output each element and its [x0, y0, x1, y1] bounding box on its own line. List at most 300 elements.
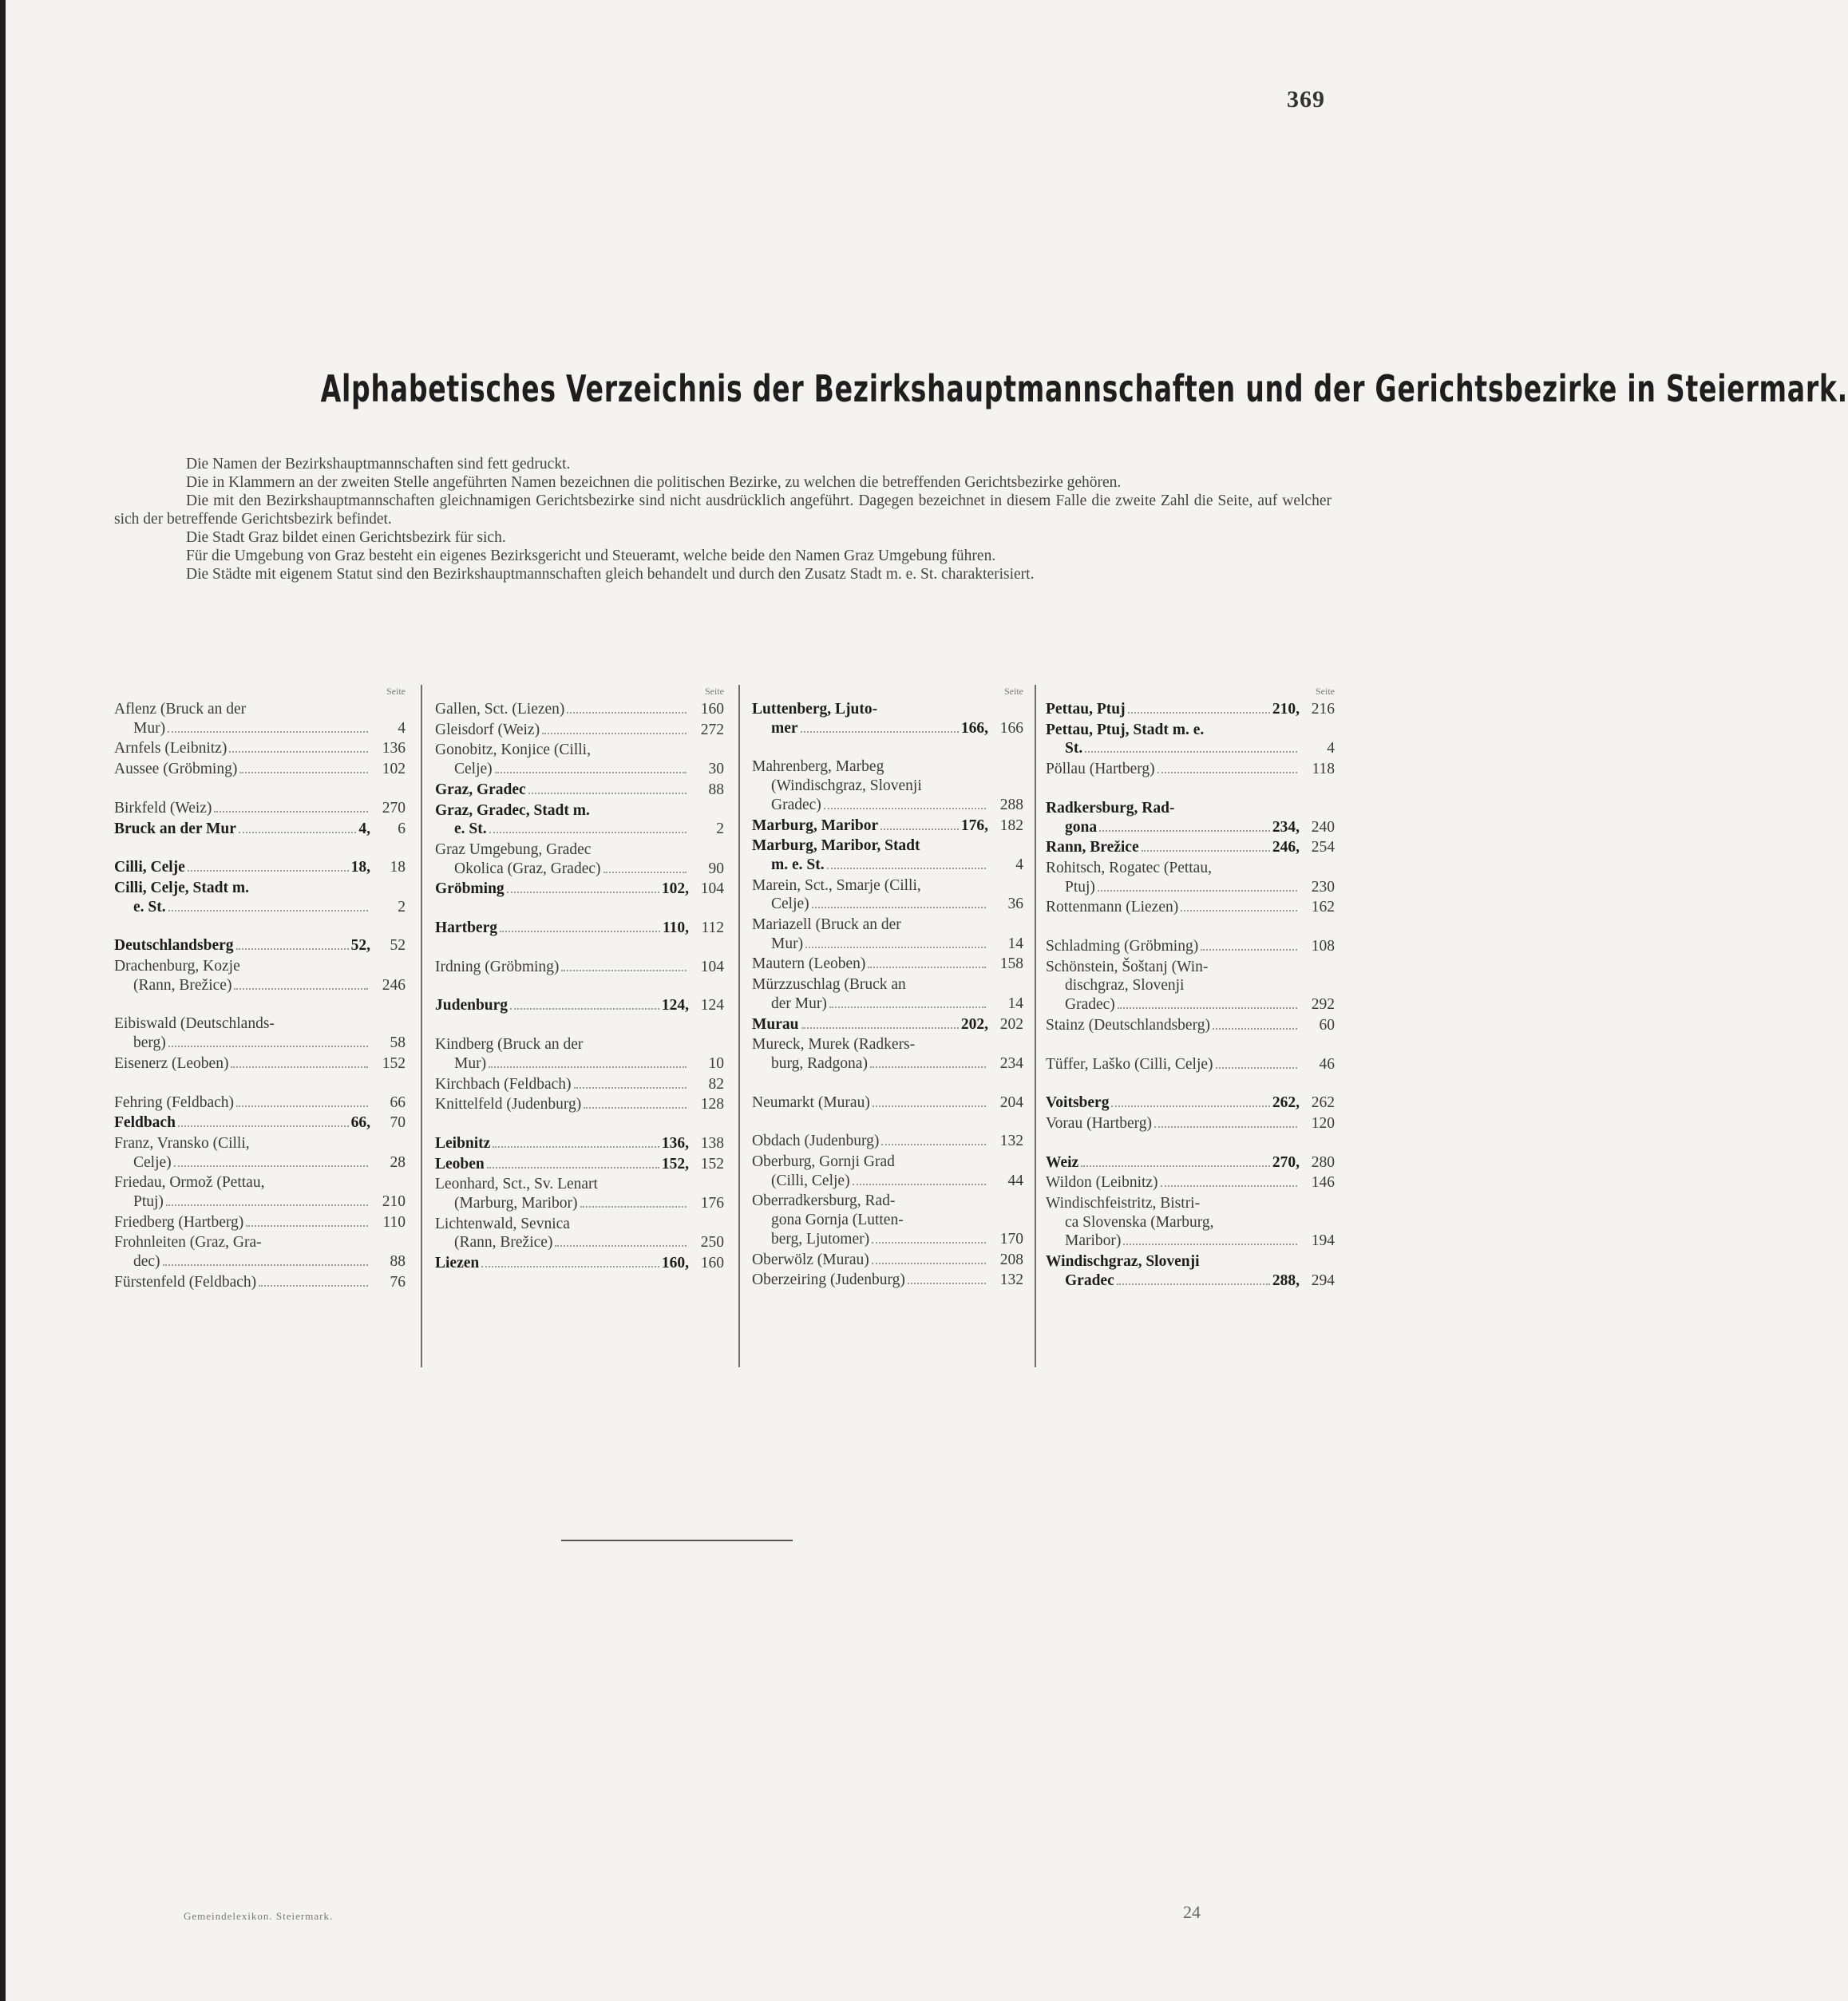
court-name: Knittelfeld (Judenburg) — [435, 1096, 582, 1113]
entry-line — [435, 760, 724, 779]
leader-dots — [166, 1204, 368, 1206]
leader-dots — [493, 1146, 659, 1148]
intro-paragraph: Die mit den Bezirkshauptmannschaften gleichnamigen Gerichtsbezirke sind nicht ausdrücklich angeführt. Dagegen bezeichnet in diesem Falle die zweite Zahl die Seite, auf welcher sich der betreffende Gerichtsbezirk befindet. — [114, 492, 1332, 528]
court-name: Leonhard, Sct., Sv. Lenart — [435, 1176, 598, 1193]
page-ref: 292 — [1311, 996, 1335, 1014]
entries-list — [114, 700, 406, 1292]
index-entry — [752, 1015, 1023, 1034]
entry-line — [114, 1273, 406, 1292]
index-column — [114, 685, 406, 1292]
leader-dots — [868, 967, 986, 968]
entry-line — [435, 1075, 724, 1094]
intro-paragraph: Die Namen der Bezirkshauptmannschaften sind fett gedruckt. — [186, 456, 571, 473]
index-entry — [114, 1134, 406, 1172]
index-entry — [114, 936, 406, 955]
entry-line — [752, 1054, 1023, 1074]
index-entry — [435, 781, 724, 800]
entry-line — [1046, 898, 1335, 917]
index-entry — [752, 1035, 1023, 1073]
entry-line — [435, 1035, 724, 1054]
index-entry — [752, 1192, 1023, 1248]
leader-dots — [489, 1066, 687, 1068]
leader-dots — [500, 931, 660, 932]
index-entry — [1046, 1194, 1335, 1251]
court-name: Aussee (Gröbming) — [114, 761, 238, 778]
page-ref: 10 — [708, 1054, 724, 1072]
leader-dots — [510, 1008, 659, 1010]
court-name: Lichtenwald, Sevnica — [435, 1215, 570, 1232]
district-page: 18, — [350, 859, 370, 876]
entry-line — [1046, 799, 1335, 818]
entry-line — [752, 895, 1023, 914]
district-page: 124, — [661, 997, 689, 1014]
page-ref: 272 — [700, 721, 724, 738]
court-name: Gradec) — [771, 796, 821, 813]
index-entry — [114, 1054, 406, 1074]
index-entry — [114, 739, 406, 758]
page-ref: 270 — [382, 799, 406, 817]
entry-line — [752, 1251, 1023, 1270]
index-entry — [114, 799, 406, 818]
court-name: (Rann, Brežice) — [454, 1234, 553, 1252]
leader-dots — [580, 1206, 687, 1208]
court-name: Rohitsch, Rogatec (Pettau, — [1046, 859, 1212, 876]
page-ref: 216 — [1311, 701, 1335, 718]
index-entry — [114, 760, 406, 779]
page-ref: 102 — [382, 761, 406, 778]
entry-line — [114, 976, 406, 995]
entry-line — [752, 876, 1023, 896]
entry-line — [1046, 739, 1335, 758]
court-name: (Cilli, Celje) — [771, 1172, 850, 1189]
index-entry — [752, 876, 1023, 914]
page-ref: 230 — [1311, 878, 1335, 896]
court-name: Stainz (Deutschlandsberg) — [1046, 1016, 1210, 1034]
leader-dots — [881, 1144, 986, 1145]
entry-line — [435, 721, 724, 740]
entry-line — [435, 1233, 724, 1252]
page-ref: 4 — [398, 719, 406, 737]
leader-dots — [908, 1283, 986, 1284]
index-entry — [1046, 700, 1335, 719]
entry-line — [114, 1233, 406, 1252]
page-ref: 176 — [700, 1195, 724, 1212]
entry-line — [1046, 937, 1335, 956]
court-name: (Windischgraz, Slovenji — [771, 777, 922, 795]
page-ref: 2 — [398, 898, 406, 915]
entry-line — [752, 700, 1023, 719]
district-name: Bruck an der Mur — [114, 820, 236, 837]
entry-line — [435, 1155, 724, 1174]
page-ref: 58 — [390, 1034, 406, 1052]
leader-dots — [873, 1105, 986, 1107]
court-name: Kirchbach (Feldbach) — [435, 1075, 572, 1093]
index-entry — [1046, 721, 1335, 758]
court-name: Franz, Vransko (Cilli, — [114, 1134, 250, 1152]
leader-dots — [507, 892, 659, 893]
leader-dots — [1128, 712, 1270, 714]
index-entry — [752, 700, 1023, 738]
index-entry — [435, 880, 724, 899]
page-ref: 146 — [1311, 1174, 1335, 1192]
entry-line — [435, 1215, 724, 1234]
page-ref: 170 — [999, 1230, 1023, 1248]
index-entry — [114, 1113, 406, 1133]
page-ref: 234 — [999, 1054, 1023, 1072]
court-name: Fehring (Feldbach) — [114, 1093, 235, 1111]
entry-line — [114, 1054, 406, 1074]
page-ref: 138 — [700, 1134, 724, 1152]
entry-line — [1046, 838, 1335, 857]
leader-dots — [1142, 850, 1270, 852]
leader-dots — [574, 1087, 687, 1089]
entry-line — [114, 700, 406, 719]
column-header-seite: Seite — [1004, 686, 1023, 697]
court-name: Mur) — [771, 935, 804, 952]
district-name: Marburg, Maribor — [752, 817, 879, 834]
page-ref: 66 — [390, 1093, 406, 1111]
court-name: dischgraz, Slovenji — [1065, 977, 1185, 995]
court-name: Aflenz (Bruck an der — [114, 701, 247, 718]
leader-dots — [231, 1066, 368, 1068]
index-entry — [1046, 859, 1335, 896]
index-entry — [752, 955, 1023, 974]
district-page: 202, — [960, 1015, 988, 1033]
entry-line — [1046, 1153, 1335, 1173]
entry-line — [114, 1192, 406, 1212]
page-ref: 88 — [708, 781, 724, 798]
district-name: Deutschlandsberg — [114, 937, 234, 955]
entry-line — [435, 1054, 724, 1074]
page-number: 369 — [1287, 86, 1325, 113]
leader-dots — [168, 1046, 368, 1047]
leader-dots — [1161, 1185, 1297, 1187]
district-name: Liezen — [435, 1255, 480, 1272]
district-name: Leoben — [435, 1155, 485, 1173]
page-ref: 6 — [398, 820, 406, 837]
entry-line — [435, 840, 724, 860]
district-page: 234, — [1272, 818, 1300, 836]
entry-line — [752, 1211, 1023, 1230]
index-entry — [435, 700, 724, 719]
index-entry — [114, 820, 406, 839]
index-entry — [435, 1215, 724, 1252]
entry-line — [114, 1213, 406, 1232]
page-ref: 166 — [999, 719, 1023, 737]
entry-line — [114, 1173, 406, 1192]
page-ref: 162 — [1311, 899, 1335, 916]
district-name: Cilli, Celje — [114, 859, 185, 876]
entry-line — [752, 719, 1023, 738]
column-divider — [421, 685, 422, 1367]
page-ref: 104 — [700, 880, 724, 898]
leader-dots — [487, 1167, 659, 1169]
entry-line — [1046, 1194, 1335, 1213]
page-ref: 280 — [1311, 1153, 1335, 1171]
index-entry — [1046, 937, 1335, 956]
district-page: 262, — [1272, 1094, 1300, 1112]
district-name: m. e. St. — [771, 856, 825, 873]
district-page: 210, — [1272, 701, 1300, 718]
entries-list — [1046, 700, 1335, 1291]
entry-line — [752, 935, 1023, 954]
leader-dots — [801, 1027, 959, 1029]
page-ref: 108 — [1311, 938, 1335, 955]
page-ref: 160 — [700, 1255, 724, 1272]
leader-dots — [567, 712, 687, 714]
index-entry — [1046, 1093, 1335, 1113]
page-ref: 90 — [708, 860, 724, 877]
leader-dots — [188, 870, 349, 872]
page-title: Alphabetisches Verzeichnis der Bezirkshauptmannschaften und der Gerichtsbezirke in Steiermark. — [320, 367, 1848, 410]
page-ref: 60 — [1319, 1016, 1335, 1034]
entry-line — [435, 1175, 724, 1194]
page-ref: 124 — [700, 997, 724, 1014]
court-name: Tüffer, Laško (Cilli, Celje) — [1046, 1055, 1213, 1073]
entry-line — [752, 975, 1023, 995]
entry-line — [752, 1035, 1023, 1054]
leader-dots — [489, 832, 687, 833]
district-name: Pettau, Ptuj — [1046, 701, 1126, 718]
court-name: berg) — [133, 1034, 166, 1052]
entry-line — [435, 801, 724, 821]
page-ref: 14 — [1007, 995, 1023, 1012]
district-name: Marburg, Maribor, Stadt — [752, 837, 920, 855]
page-ref: 28 — [390, 1153, 406, 1171]
leader-dots — [824, 808, 986, 809]
index-entry — [1046, 1173, 1335, 1192]
leader-dots — [1181, 910, 1297, 912]
court-name: Schönstein, Šoštanj (Win- — [1046, 958, 1209, 975]
index-entry — [752, 1132, 1023, 1151]
entry-line — [1046, 878, 1335, 897]
court-name: Celje) — [133, 1153, 172, 1171]
entry-line — [752, 915, 1023, 935]
district-name: Radkersburg, Rad- — [1046, 799, 1175, 817]
court-name: Wildon (Leibnitz) — [1046, 1174, 1158, 1192]
court-name: Pöllau (Hartberg) — [1046, 761, 1155, 778]
leader-dots — [214, 811, 368, 813]
leader-dots — [1201, 949, 1297, 951]
entries-list — [752, 700, 1023, 1290]
district-name: Gröbming — [435, 880, 505, 898]
court-name: ca Slovenska (Marburg, — [1065, 1213, 1214, 1231]
district-name: mer — [771, 719, 798, 737]
entry-line — [435, 1134, 724, 1153]
leader-dots — [584, 1107, 687, 1109]
entry-line — [1046, 818, 1335, 837]
court-name: Obdach (Judenburg) — [752, 1133, 880, 1150]
index-entry — [435, 721, 724, 740]
page-ref: 240 — [1311, 818, 1335, 836]
court-name: (Marburg, Maribor) — [454, 1195, 578, 1212]
court-name: Vorau (Hartberg) — [1046, 1114, 1153, 1132]
entry-line — [435, 996, 724, 1015]
district-name: gona — [1065, 818, 1098, 836]
leader-dots — [239, 772, 368, 773]
column-header-seite: Seite — [386, 686, 406, 697]
court-name: Drachenburg, Kozje — [114, 958, 240, 975]
entry-line — [752, 955, 1023, 974]
entries-list — [435, 700, 724, 1273]
entry-line — [114, 858, 406, 877]
entry-line — [752, 1271, 1023, 1290]
column-header-seite: Seite — [705, 686, 724, 697]
district-name: Luttenberg, Ljuto- — [752, 701, 878, 718]
entry-line — [1046, 721, 1335, 740]
index-entry — [114, 1213, 406, 1232]
column-divider — [1035, 685, 1036, 1367]
entry-line — [1046, 1016, 1335, 1035]
index-entry — [114, 858, 406, 877]
court-name: Mur) — [454, 1054, 487, 1072]
court-name: Oberzeiring (Judenburg) — [752, 1271, 905, 1289]
entry-line — [1046, 1252, 1335, 1271]
court-name: Friedberg (Hartberg) — [114, 1213, 244, 1231]
index-entry — [435, 801, 724, 839]
page-ref: 204 — [999, 1093, 1023, 1111]
district-name: Hartberg — [435, 919, 497, 937]
index-entry — [752, 1251, 1023, 1270]
district-name: e. St. — [133, 898, 166, 915]
court-name: berg, Ljutomer) — [771, 1230, 870, 1248]
index-entry — [1046, 1055, 1335, 1074]
entry-line — [114, 760, 406, 779]
leader-dots — [236, 1105, 368, 1107]
leader-dots — [1117, 1283, 1270, 1285]
page-ref: 112 — [701, 919, 724, 937]
leader-dots — [880, 828, 959, 830]
court-name: Birkfeld (Weiz) — [114, 799, 212, 817]
page-ref: 152 — [700, 1155, 724, 1173]
leader-dots — [555, 1245, 687, 1247]
index-entry — [435, 996, 724, 1015]
entry-line — [435, 919, 724, 938]
leader-dots — [1216, 1067, 1297, 1069]
district-name: Cilli, Celje, Stadt m. — [114, 879, 249, 896]
leader-dots — [603, 872, 687, 873]
court-name: Marein, Sct., Smarje (Cilli, — [752, 876, 921, 894]
leader-dots — [1098, 890, 1297, 892]
page-ref: 36 — [1007, 896, 1023, 913]
index-entry — [752, 975, 1023, 1013]
court-name: Ptuj) — [1065, 878, 1095, 896]
page-ref: 104 — [700, 958, 724, 975]
leader-dots — [481, 1266, 659, 1267]
page-ref: 4 — [1327, 740, 1335, 757]
entry-line — [1046, 976, 1335, 995]
district-page: 270, — [1272, 1153, 1300, 1171]
column-divider — [738, 685, 740, 1367]
court-name: Frohnleiten (Graz, Gra- — [114, 1234, 262, 1252]
index-entry — [1046, 1114, 1335, 1133]
court-name: Mariazell (Bruck an der — [752, 916, 901, 934]
footer-source: Gemeindelexikon. Steiermark. — [184, 1910, 334, 1922]
entry-line — [435, 700, 724, 719]
court-name: Okolica (Graz, Gradec) — [454, 860, 601, 877]
entry-line — [114, 719, 406, 738]
intro-paragraph: Die Stadt Graz bildet einen Gerichtsbezirk für sich. — [186, 529, 506, 546]
entry-line — [114, 1134, 406, 1153]
leader-dots — [239, 832, 356, 833]
leader-dots — [163, 1264, 368, 1266]
entry-line — [1046, 1114, 1335, 1133]
entry-line — [752, 796, 1023, 815]
index-entry — [114, 1093, 406, 1113]
page-ref: 70 — [390, 1114, 406, 1132]
entry-line — [752, 757, 1023, 777]
district-page: 102, — [661, 880, 689, 898]
court-name: Mahrenberg, Marbeg — [752, 758, 884, 776]
court-name: Oberradkersburg, Rad- — [752, 1192, 896, 1210]
page-ref: 88 — [390, 1253, 406, 1271]
court-name: Rottenmann (Liezen) — [1046, 899, 1179, 916]
index-entry — [435, 1095, 724, 1114]
index-entry — [435, 840, 724, 878]
page-ref: 52 — [390, 937, 406, 955]
index-entry — [1046, 838, 1335, 857]
district-name: Voitsberg — [1046, 1094, 1110, 1112]
district-name: Murau — [752, 1015, 799, 1033]
page-ref: 152 — [382, 1054, 406, 1072]
court-name: Graz Umgebung, Gradec — [435, 840, 592, 858]
district-name: Rann, Brežice — [1046, 839, 1139, 856]
page-ref: 46 — [1319, 1055, 1335, 1073]
entry-line — [114, 799, 406, 818]
entry-line — [114, 898, 406, 917]
index-entry — [1046, 898, 1335, 917]
leader-dots — [829, 1006, 986, 1008]
district-name: Gradec — [1065, 1271, 1114, 1289]
court-name: Oberwölz (Murau) — [752, 1251, 869, 1268]
entry-line — [435, 880, 724, 899]
entry-line — [114, 1014, 406, 1034]
court-name: Friedau, Ormož (Pettau, — [114, 1174, 265, 1192]
index-entry — [435, 1134, 724, 1153]
page-edge — [0, 0, 6, 2001]
index-entry — [752, 757, 1023, 814]
court-name: Gonobitz, Konjice (Cilli, — [435, 741, 591, 759]
page-ref: 18 — [390, 859, 406, 876]
entry-line — [1046, 1093, 1335, 1113]
page-ref: 288 — [999, 796, 1023, 813]
entry-line — [1046, 1213, 1335, 1232]
leader-dots — [1081, 1165, 1270, 1167]
district-page: 176, — [960, 817, 988, 834]
entry-line — [752, 817, 1023, 836]
entry-line — [752, 1132, 1023, 1151]
entry-line — [1046, 859, 1335, 878]
intro-paragraph: Die in Klammern an der zweiten Stelle angeführten Namen bezeichnen die politischen Bezirke, zu welchen die betreffenden Gerichtsbezirke gehören. — [186, 474, 1122, 491]
page-ref: 160 — [700, 701, 724, 718]
index-entry — [752, 817, 1023, 836]
court-name: Mur) — [133, 719, 166, 737]
court-name: Gradec) — [1065, 996, 1115, 1014]
district-name: Feldbach — [114, 1114, 176, 1132]
entry-line — [1046, 700, 1335, 719]
leader-dots — [872, 1263, 986, 1264]
index-column — [435, 685, 724, 1273]
entry-line — [114, 1093, 406, 1113]
index-entry — [114, 700, 406, 738]
district-page: 160, — [661, 1255, 689, 1272]
page-ref: 14 — [1007, 935, 1023, 952]
district-name: Judenburg — [435, 997, 508, 1014]
page-ref: 110 — [382, 1213, 406, 1231]
page-ref: 182 — [999, 817, 1023, 834]
entry-line — [752, 1230, 1023, 1249]
court-name: Neumarkt (Murau) — [752, 1093, 870, 1111]
